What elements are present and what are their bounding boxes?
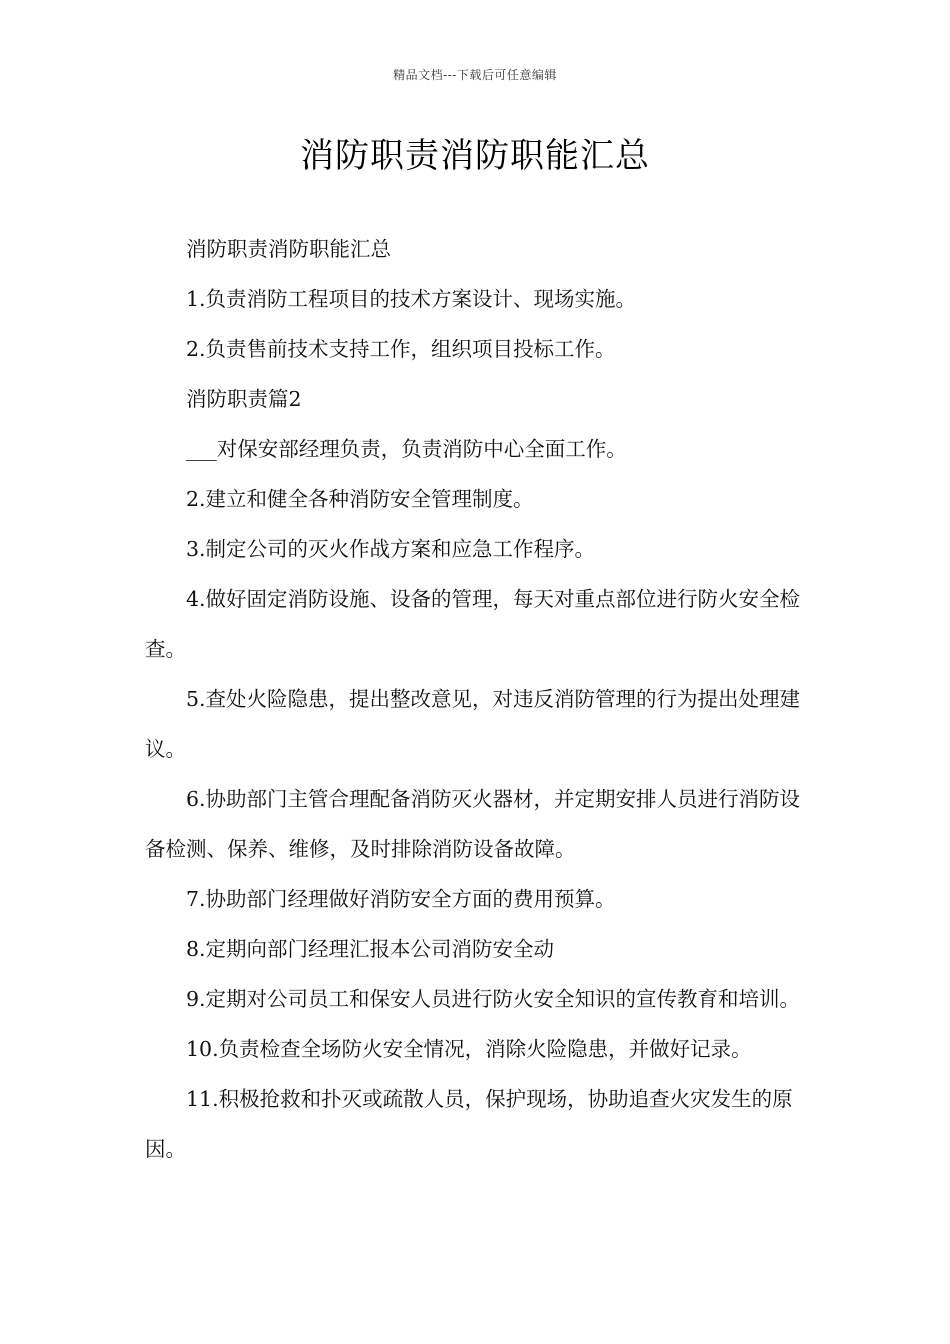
header-note: 精品文档---下载后可任意编辑 [393,68,557,82]
paragraph: 6.协助部门主管合理配备消防灭火器材，并定期安排人员进行消防设备检测、保养、维修，及时排除消防设备故障。 [145,787,801,861]
paragraph: 2.建立和健全各种消防安全管理制度。 [186,487,534,511]
paragraph: 10.负责检查全场防火安全情况，消除火险隐患，并做好记录。 [186,1037,752,1061]
paragraph: 8.定期向部门经理汇报本公司消防安全动 [186,937,555,961]
paragraph: ___对保安部经理负责，负责消防中心全面工作。 [186,437,627,461]
paragraph: 5.查处火险隐患，提出整改意见，对违反消防管理的行为提出处理建议。 [145,687,801,761]
section-heading: 消防职责篇2 [186,387,302,411]
paragraph: 1.负责消防工程项目的技术方案设计、现场实施。 [186,287,637,311]
paragraph: 消防职责消防职能汇总 [186,237,391,261]
paragraph: 7.协助部门经理做好消防安全方面的费用预算。 [186,887,616,911]
paragraph: 11.积极抢救和扑灭或疏散人员，保护现场，协助追查火灾发生的原因。 [145,1087,793,1161]
paragraph: 4.做好固定消防设施、设备的管理，每天对重点部位进行防火安全检查。 [145,587,801,661]
paragraph: 2.负责售前技术支持工作，组织项目投标工作。 [186,337,616,361]
document-body [145,224,807,1174]
paragraph: 9.定期对公司员工和保安人员进行防火安全知识的宣传教育和培训。 [186,987,801,1011]
paragraph: 3.制定公司的灭火作战方案和应急工作程序。 [186,537,596,561]
document-title: 消防职责消防职能汇总 [300,136,650,176]
